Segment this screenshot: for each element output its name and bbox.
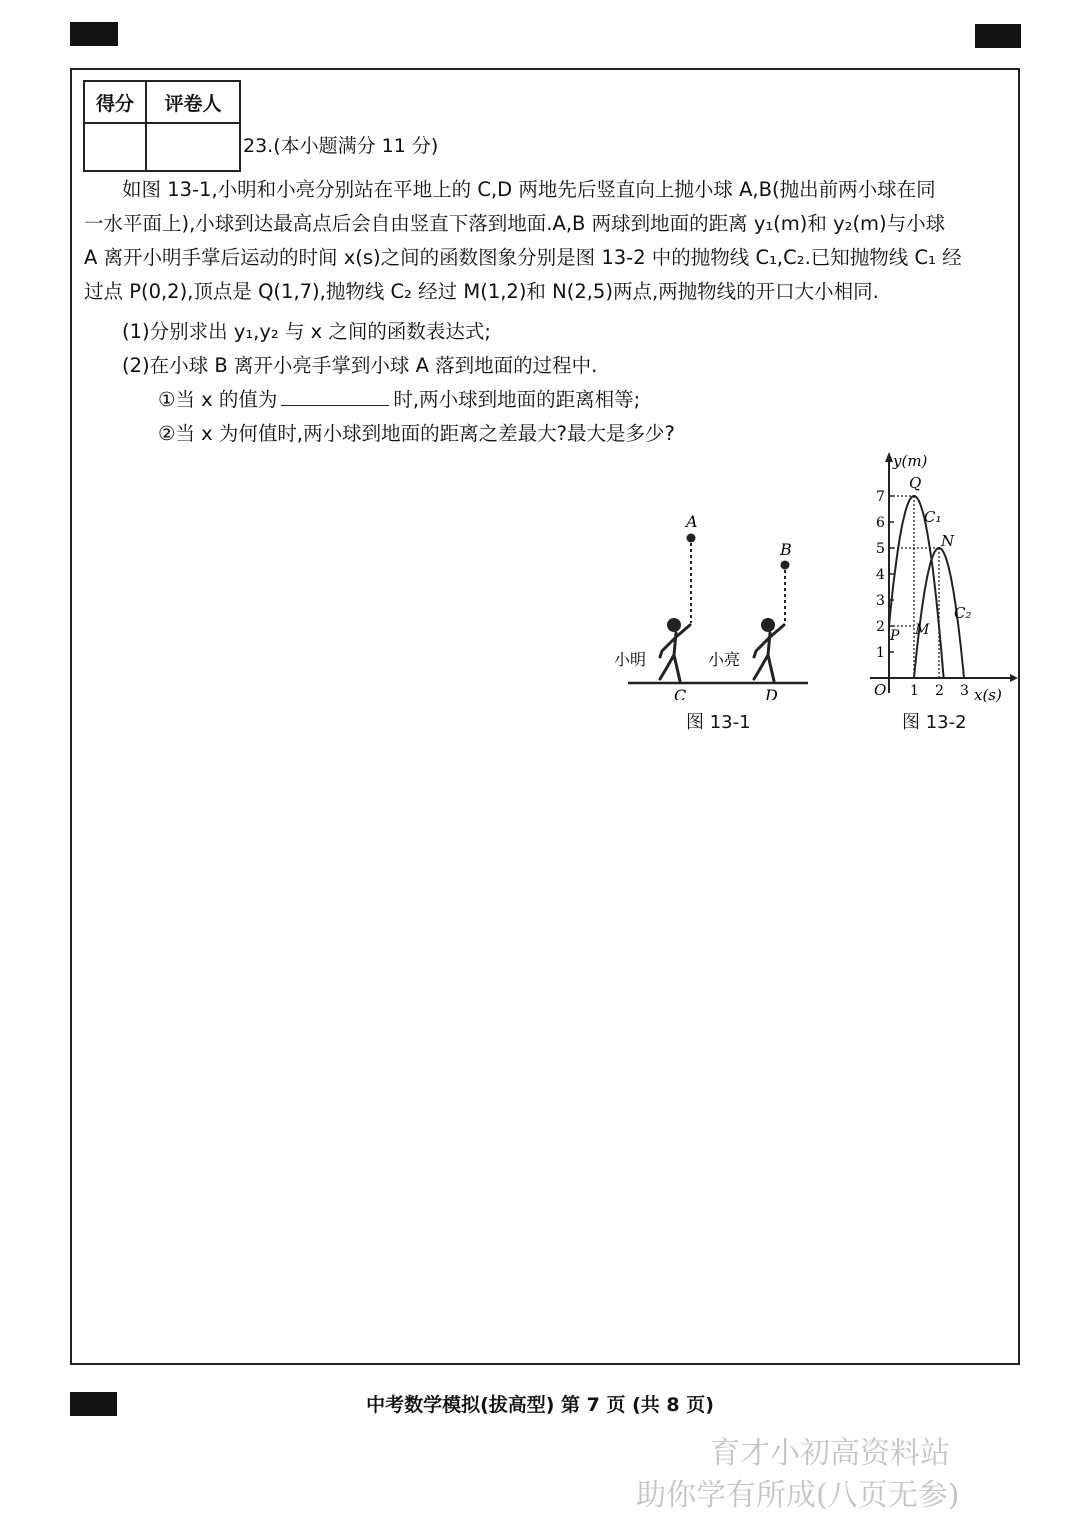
- ball-b: [781, 561, 790, 570]
- y-tick-label: 4: [876, 567, 885, 583]
- body-line: 如图 13-1,小明和小亮分别站在平地上的 C,D 两地先后竖直向上抛小球 A,B(抛出前两小球在同: [122, 178, 936, 201]
- score-cell[interactable]: [84, 123, 146, 171]
- score-table: [83, 80, 241, 172]
- point-n-label: N: [941, 532, 955, 550]
- question-body: [84, 173, 1014, 309]
- person-xiaoliang: [754, 618, 784, 681]
- sub1-text-before: ①当 x 的值为: [158, 388, 278, 411]
- part-1: (1)分别求出 y₁,y₂ 与 x 之间的函数表达式;: [122, 320, 491, 343]
- curve-c2-label: C₂: [954, 604, 972, 622]
- y-tick-label: 3: [876, 593, 885, 609]
- figure-13-1-caption: 图 13-1: [686, 712, 751, 733]
- y-axis-label: y(m): [893, 452, 928, 470]
- point-p-label: P: [890, 628, 900, 644]
- person-xiaoming: [660, 618, 690, 681]
- body-line: 一水平面上),小球到达最高点后会自由竖直下落到地面.A,B 两球到地面的距离 y₁(m)和 y₂(m)与小球: [84, 212, 946, 235]
- page-footer: 中考数学模拟(拔高型) 第 7 页 (共 8 页): [366, 1394, 714, 1416]
- body-line: 过点 P(0,2),顶点是 Q(1,7),抛物线 C₂ 经过 M(1,2)和 N(2,5)两点,两抛物线的开口大小相同.: [84, 280, 879, 303]
- figure-13-2: [860, 448, 1020, 710]
- x-tick-label: 3: [960, 683, 969, 699]
- point-m-label: M: [915, 622, 930, 638]
- y-tick-label: 7: [876, 489, 885, 505]
- x-axis-label: x(s): [974, 686, 1002, 704]
- corner-marker-top-right: [975, 24, 1021, 48]
- body-line: A 离开小明手掌后运动的时间 x(s)之间的函数图象分别是图 13-2 中的抛物线 C₁,C₂.已知抛物线 C₁ 经: [84, 246, 962, 269]
- ball-b-label: B: [780, 540, 792, 559]
- curve-c1-label: C₁: [924, 508, 942, 526]
- watermark-line-1: 育才小初高资料站: [710, 1436, 950, 1471]
- point-d-label: D: [765, 686, 778, 700]
- watermark-line-2: 助你学有所成(八页无参): [636, 1478, 960, 1513]
- point-q-label: Q: [909, 474, 922, 492]
- figure-13-2-caption: 图 13-2: [902, 712, 967, 733]
- person1-label: 小明: [614, 650, 647, 669]
- y-tick-label: 5: [876, 541, 885, 557]
- origin-label: O: [874, 681, 887, 699]
- question-title: 23.(本小题满分 11 分): [243, 135, 439, 157]
- sub-question-1: [158, 384, 640, 412]
- sub-question-2: ②当 x 为何值时,两小球到地面的距离之差最大?最大是多少?: [158, 422, 675, 445]
- answer-blank[interactable]: [281, 387, 389, 406]
- ball-a: [687, 534, 696, 543]
- y-tick-label: 2: [876, 619, 885, 635]
- score-header: 得分: [84, 81, 146, 123]
- sub1-text-after: 时,两小球到地面的距离相等;: [393, 388, 641, 411]
- ball-a-label: A: [686, 512, 698, 531]
- figure-13-1: [600, 505, 820, 700]
- x-tick-label: 1: [910, 683, 919, 699]
- person2-label: 小亮: [708, 650, 741, 669]
- y-tick-label: 1: [876, 645, 885, 661]
- grader-cell[interactable]: [146, 123, 240, 171]
- x-tick-label: 2: [935, 683, 944, 699]
- grader-header: 评卷人: [146, 81, 240, 123]
- y-tick-label: 6: [876, 515, 885, 531]
- point-c-label: C: [674, 686, 687, 700]
- part-2: (2)在小球 B 离开小亮手掌到小球 A 落到地面的过程中.: [122, 354, 598, 377]
- corner-marker-top-left: [70, 22, 118, 46]
